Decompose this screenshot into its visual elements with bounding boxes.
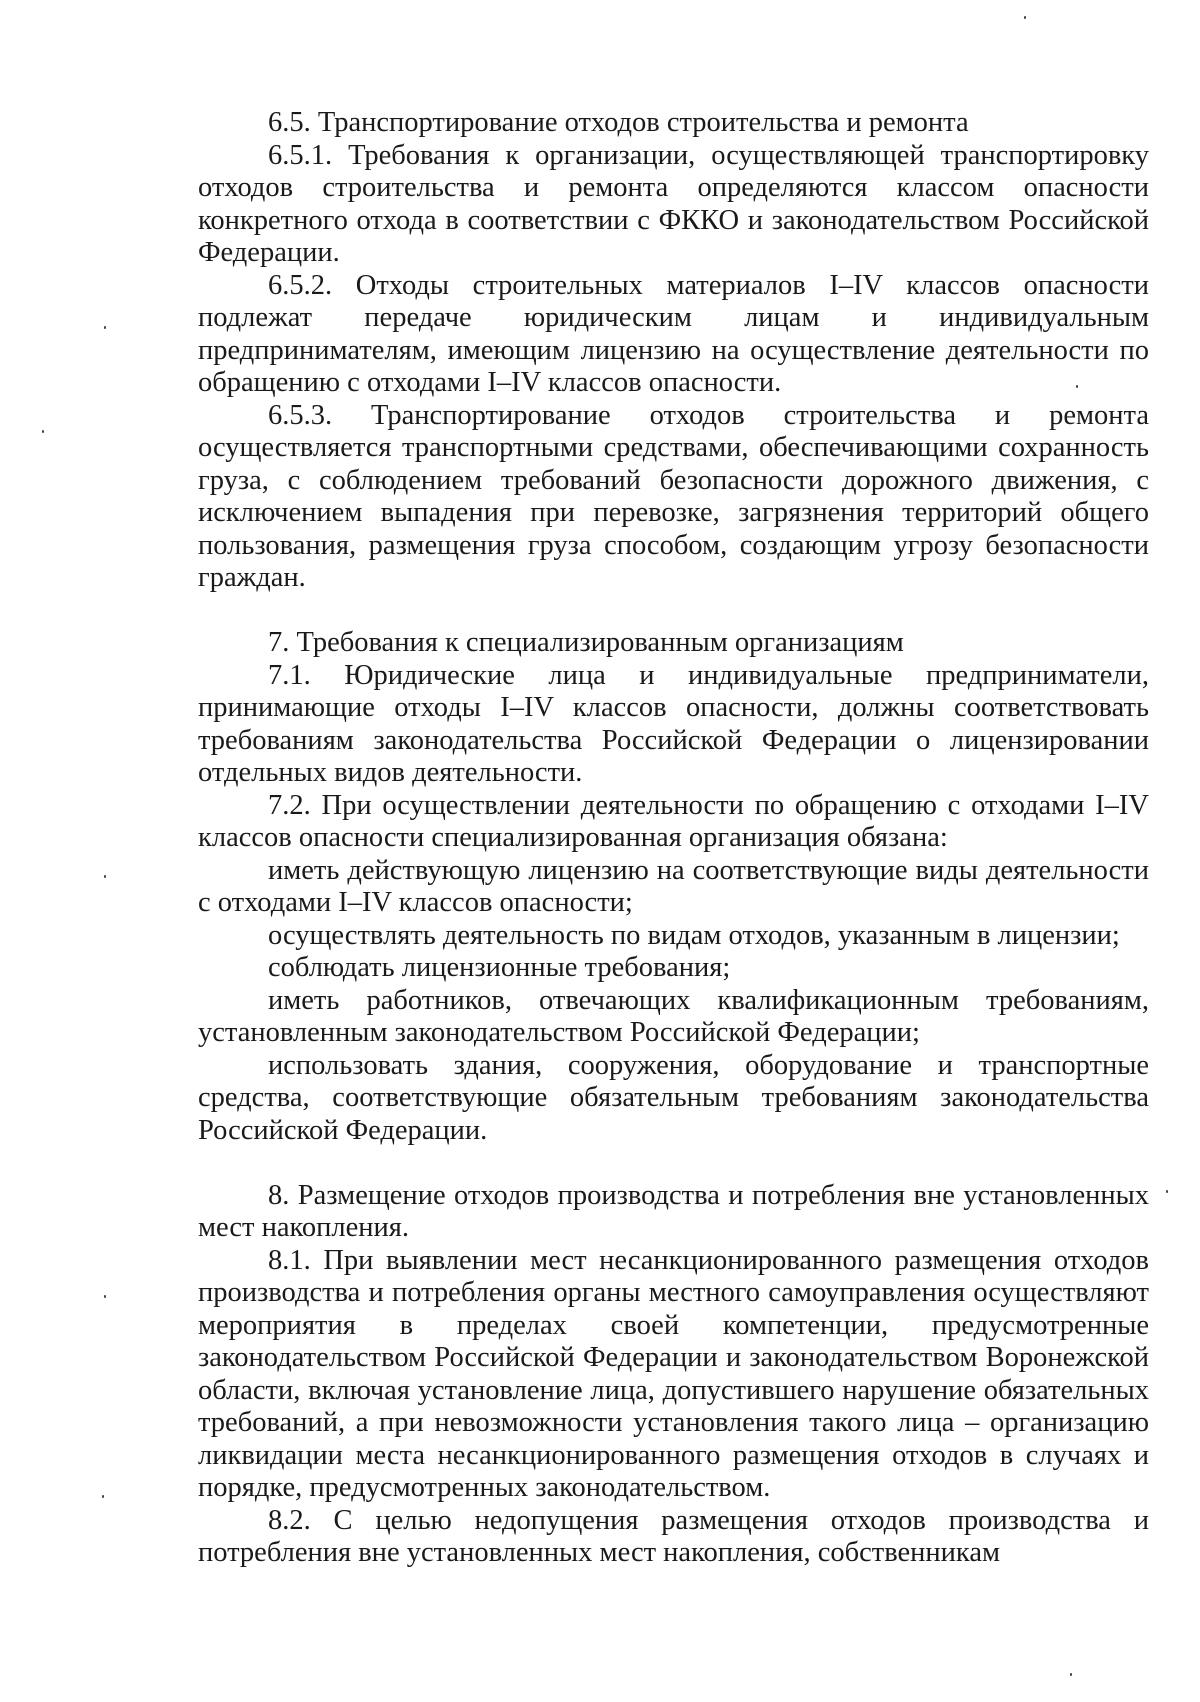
list-item: иметь работников, отвечающих квалификационным требованиям, установленным законодательством Российской Федерации; bbox=[198, 984, 1149, 1048]
paragraph: 7.1. Юридические лица и индивидуальные предприниматели, принимающие отходы I–IV классов опасности, должны соответствовать требованиям законодательства Российской Федерации о лицензировании отдельных видов деятельности. bbox=[198, 659, 1149, 788]
paragraph: 6.5.1. Требования к организации, осуществляющей транспортировку отходов строительства и ремонта определяются классом опасности конкретного отхода в соответствии с ФККО и законодательством Российской Федерации. bbox=[198, 139, 1149, 268]
list-item: использовать здания, сооружения, оборудование и транспортные средства, соответствующие обязательным требованиям законодательства Российской Федерации. bbox=[198, 1049, 1149, 1146]
section-spacer bbox=[198, 1147, 1149, 1180]
scan-speck bbox=[104, 875, 106, 878]
list-item: соблюдать лицензионные требования; bbox=[268, 952, 731, 983]
scan-speck bbox=[42, 430, 44, 433]
scan-speck bbox=[1070, 1673, 1072, 1676]
section-8 bbox=[198, 1180, 1149, 1570]
scan-speck bbox=[1076, 385, 1078, 388]
paragraph: 8.2. С целью недопущения размещения отходов производства и потребления вне установленных мест накопления, собственникам bbox=[198, 1504, 1149, 1568]
document-page bbox=[198, 107, 1149, 1570]
paragraph: 8.1. При выявлении мест несанкционированного размещения отходов производства и потребления органы местного самоуправления осуществляют мероприятия в пределах своей компетенции, предусмотренные законодательством Российской Федерации и законодательством Воронежской области, включая установление лица, допустившего нарушение обязательных требований, а при невозможности установления такого лица – организацию ликвидации места несанкционированного размещения отходов в случаях и порядке, предусмотренных законодательством. bbox=[198, 1244, 1149, 1503]
scan-speck bbox=[102, 1495, 104, 1498]
section-heading: 6.5. Транспортирование отходов строительства и ремонта bbox=[268, 107, 969, 138]
scan-speck bbox=[1166, 1190, 1168, 1193]
paragraph: 6.5.3. Транспортирование отходов строительства и ремонта осуществляется транспортными средствами, обеспечивающими сохранность груза, с соблюдением требований безопасности дорожного движения, с исключением выпадения при перевозке, загрязнения территорий общего пользования, размещения груза способом, создающим угрозу безопасности граждан. bbox=[198, 399, 1149, 593]
list-item: осуществлять деятельность по видам отходов, указанным в лицензии; bbox=[268, 919, 1120, 951]
scan-speck bbox=[104, 1295, 106, 1298]
section-heading: 7. Требования к специализированным организациям bbox=[268, 627, 904, 658]
list-item: иметь действующую лицензию на соответствующие виды деятельности с отходами I–IV классов опасности; bbox=[198, 854, 1149, 918]
paragraph: 6.5.2. Отходы строительных материалов I–IV классов опасности подлежат передаче юридическим лицам и индивидуальным предпринимателям, имеющим лицензию на осуществление деятельности по обращению с отходами I–IV классов опасности. bbox=[198, 269, 1149, 398]
scan-speck bbox=[1024, 16, 1026, 19]
section-spacer bbox=[198, 595, 1149, 628]
section-6-5 bbox=[198, 107, 1149, 595]
scan-speck bbox=[104, 326, 106, 329]
section-heading: 8. Размещение отходов производства и потребления вне установленных мест накопления. bbox=[198, 1179, 1149, 1243]
section-7 bbox=[198, 627, 1149, 1147]
paragraph: 7.2. При осуществлении деятельности по обращению с отходами I–IV классов опасности специализированная организация обязана: bbox=[198, 789, 1149, 853]
